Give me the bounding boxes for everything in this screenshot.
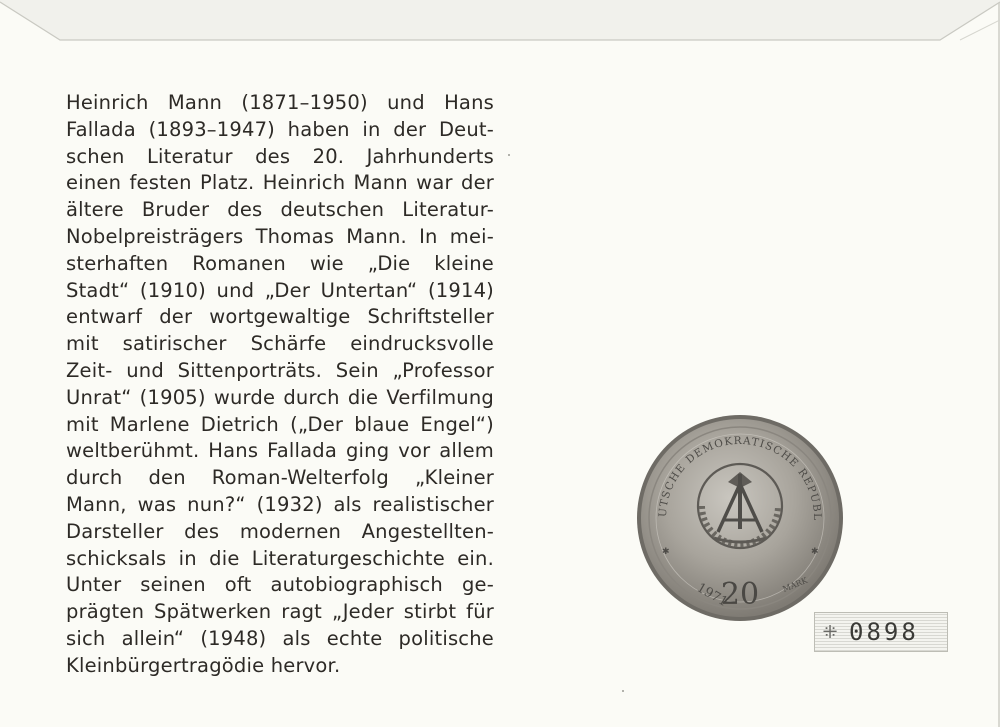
serial-number: 0898 [849,618,919,646]
text-line: Fallada (1893–1947) haben in der Deut- [66,117,494,141]
description-text [66,90,494,680]
text-line: schen Literatur des 20. Jahrhunderts [66,144,494,168]
serial-symbol-icon: ⁜ [822,621,838,643]
coin-inscription: UTSCHE DEMOKRATISCHE REPUBL [656,434,824,522]
text-line: prägten Spätwerken ragt „Jeder stirbt für [66,600,494,624]
text-line: ältere Bruder des deutschen Literatur- [66,198,494,222]
text-line: schicksals in die Literaturgeschichte ein. [66,546,494,570]
star-left-icon: ✱ [662,547,670,557]
paper-speck [508,154,510,156]
text-line: Nobelpreisträgers Thomas Mann. In mei- [66,224,494,248]
text-line: Unter seinen oft autobiographisch ge- [66,573,494,597]
coin-unit: MARK [781,575,809,594]
text-line: einen festen Platz. Heinrich Mann war der [66,171,494,195]
text-line: sterhaften Romanen wie „Die kleine [66,251,494,275]
coin-value: 20 [720,577,760,612]
coin-image [636,414,844,622]
paper-speck [622,690,624,692]
text-line: Mann, was nun?“ (1932) als realistischer [66,492,494,516]
text-line: Kleinbürgertragödie hervor. [66,653,341,677]
coin-year: 1971 [694,580,731,611]
text-line: weltberühmt. Hans Fallada ging vor allem [66,439,494,463]
text-line: entwarf der wortgewaltige Schriftsteller [66,305,494,329]
text-line: Zeit- und Sittenporträts. Sein „Professor [66,358,494,382]
text-line: sich allein“ (1948) als echte politische [66,626,494,650]
star-right-icon: ✱ [811,547,819,557]
text-line: mit satirischer Schärfe eindrucksvolle [66,332,494,356]
serial-number-box [814,612,948,652]
text-line: durch den Roman-Welterfolg „Kleiner [66,466,494,490]
envelope-flap-edge [0,0,1000,60]
commemorative-coin [636,414,844,622]
text-line: mit Marlene Dietrich („Der blaue Engel“) [66,412,494,436]
text-line: Stadt“ (1910) und „Der Untertan“ (1914) [66,278,494,302]
text-line: Heinrich Mann (1871–1950) und Hans [66,91,494,114]
text-line: Unrat“ (1905) wurde durch die Verfilmung [66,385,494,409]
text-line: Darsteller des modernen Angestellten- [66,519,494,543]
